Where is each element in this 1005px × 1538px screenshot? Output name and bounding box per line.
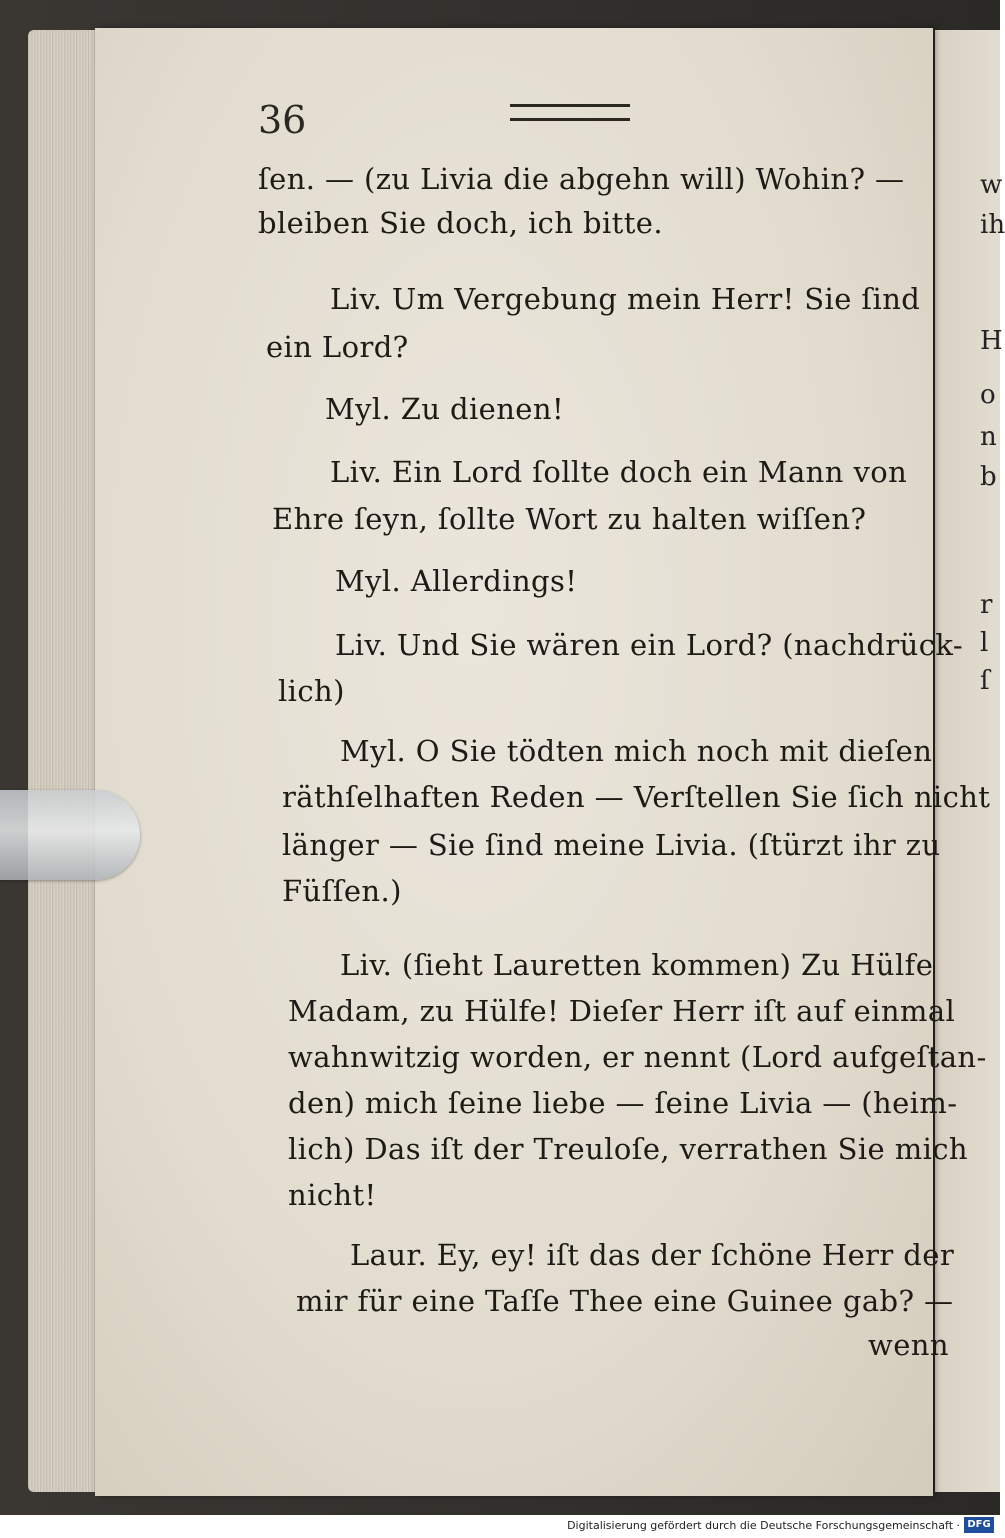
text-line: ſen. — (zu Livia die abgehn will) Wohin? —	[258, 162, 905, 196]
facing-page-letter: ih	[980, 210, 1005, 240]
facing-page-letter: l	[980, 628, 989, 658]
catchword: wenn	[868, 1328, 949, 1362]
text-line: länger — Sie ſind meine Livia. (ſtürzt ihr zu	[282, 828, 941, 862]
text-line: Füſſen.)	[282, 874, 402, 908]
text-line: Liv. Ein Lord ſollte doch ein Mann von	[330, 455, 908, 489]
page-stack-edges	[28, 30, 98, 1492]
facing-page-letter: b	[980, 462, 997, 492]
text-line: wahnwitzig worden, er nennt (Lord aufgeſtan-	[288, 1040, 987, 1074]
footer-credit: Digitalisierung gefördert durch die Deutsche Forschungsgemeinschaft ·	[567, 1519, 960, 1532]
facing-page-letter: H	[980, 326, 1003, 356]
dfg-logo: DFG	[964, 1517, 994, 1533]
footer	[0, 1515, 1000, 1538]
header-rule	[510, 104, 630, 107]
text-line: ein Lord?	[266, 330, 409, 364]
text-line: Myl. Zu dienen!	[325, 392, 565, 426]
text-line: Myl. Allerdings!	[335, 564, 578, 598]
text-line: bleiben Sie doch, ich bitte.	[258, 206, 663, 240]
facing-page-glimpse	[935, 30, 1005, 1492]
text-line: Ehre ſeyn, ſollte Wort zu halten wiſſen?	[272, 502, 867, 536]
text-line: Madam, zu Hülfe! Dieſer Herr iſt auf einmal	[288, 994, 956, 1028]
bookmark-clip	[0, 790, 140, 880]
header-rule	[510, 118, 630, 121]
text-line: Liv. Und Sie wären ein Lord? (nachdrück-	[335, 628, 964, 662]
text-line: räthſelhaften Reden — Verſtellen Sie ſich nicht	[282, 780, 991, 814]
text-line: Liv. Um Vergebung mein Herr! Sie ſind	[330, 282, 921, 316]
text-line: Myl. O Sie tödten mich noch mit dieſen	[340, 734, 933, 768]
text-line: Liv. (ſieht Lauretten kommen) Zu Hülfe	[340, 948, 934, 982]
facing-page-letter: o	[980, 380, 996, 410]
text-line: lich)	[278, 674, 345, 708]
text-line: mir für eine Taſſe Thee eine Guinee gab? —	[296, 1284, 954, 1318]
facing-page-letter: w	[980, 170, 1003, 200]
facing-page-letter: ſ	[980, 666, 990, 696]
text-line: nicht!	[288, 1178, 377, 1212]
facing-page-letter: n	[980, 422, 997, 452]
text-line: den) mich ſeine liebe — ſeine Livia — (heim-	[288, 1086, 958, 1120]
text-line: Laur. Ey, ey! iſt das der ſchöne Herr der	[350, 1238, 955, 1272]
text-line: lich) Das iſt der Treuloſe, verrathen Sie mich	[288, 1132, 969, 1166]
page-number: 36	[258, 98, 307, 142]
facing-page-letter: r	[980, 590, 993, 620]
